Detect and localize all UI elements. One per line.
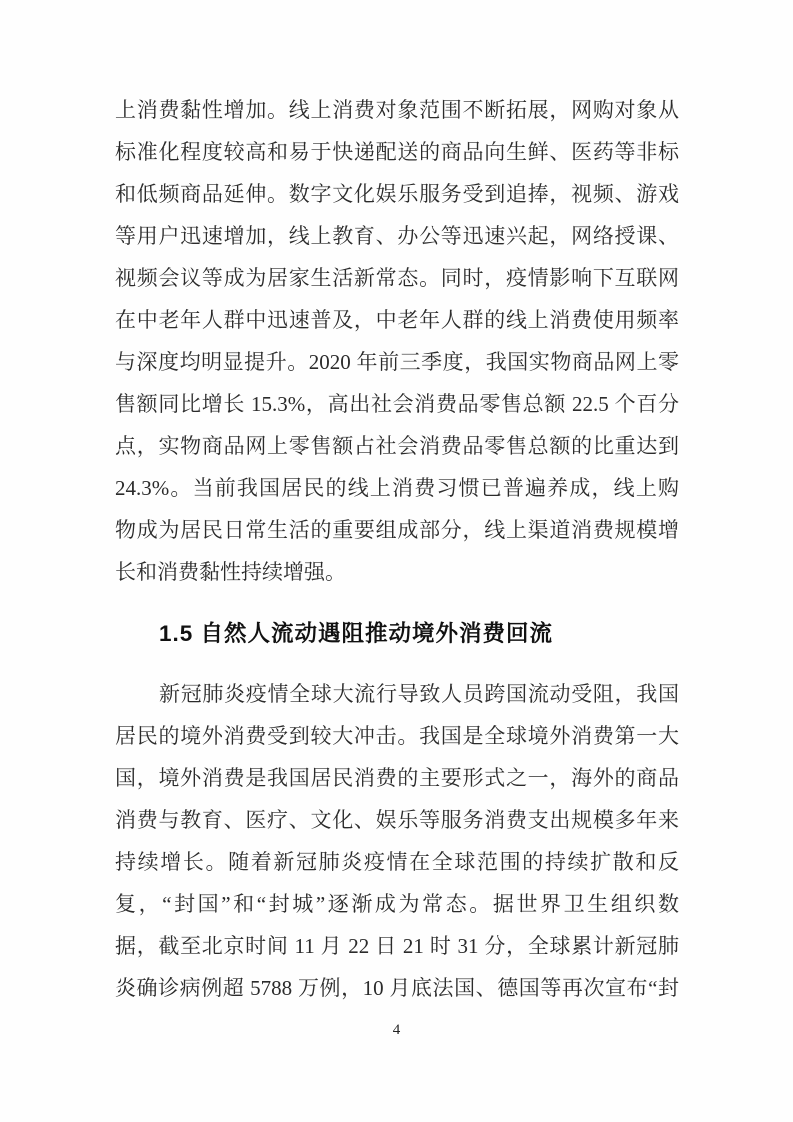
text-line: 等用户迅速增加，线上教育、办公等迅速兴起，网络授课、 bbox=[115, 224, 679, 248]
text-line: 标准化程度较高和易于快递配送的商品向生鲜、医药等非标 bbox=[115, 140, 679, 164]
text-line: 视频会议等成为居家生活新常态。同时，疫情影响下互联网 bbox=[115, 266, 679, 290]
body-paragraph-2 bbox=[115, 673, 679, 1009]
text-line: 和低频商品延伸。数字文化娱乐服务受到追捧，视频、游戏 bbox=[115, 182, 679, 206]
text-line: 新冠肺炎疫情全球大流行导致人员跨国流动受阻，我国 bbox=[159, 682, 679, 706]
text-line: 据，截至北京时间 11 月 22 日 21 时 31 分，全球累计新冠肺 bbox=[115, 934, 679, 958]
text-line: 在中老年人群中迅速普及，中老年人群的线上消费使用频率 bbox=[115, 308, 679, 332]
text-block bbox=[115, 89, 679, 1009]
text-line: 复，“封国”和“封城”逐渐成为常态。据世界卫生组织数 bbox=[115, 892, 679, 916]
text-line: 物成为居民日常生活的重要组成部分，线上渠道消费规模增 bbox=[115, 518, 679, 542]
body-paragraph-1 bbox=[115, 89, 679, 593]
text-line: 长和消费黏性持续增强。 bbox=[115, 560, 346, 584]
text-line: 与深度均明显提升。2020 年前三季度，我国实物商品网上零 bbox=[115, 350, 679, 374]
text-line: 消费与教育、医疗、文化、娱乐等服务消费支出规模多年来 bbox=[115, 808, 679, 832]
text-line: 国，境外消费是我国居民消费的主要形式之一，海外的商品 bbox=[115, 766, 679, 790]
page-number: 4 bbox=[392, 1022, 401, 1038]
text-line: 售额同比增长 15.3%，高出社会消费品零售总额 22.5 个百分 bbox=[115, 392, 679, 416]
text-line: 持续增长。随着新冠肺炎疫情在全球范围的持续扩散和反 bbox=[115, 850, 679, 874]
text-line: 点，实物商品网上零售额占社会消费品零售总额的比重达到 bbox=[115, 434, 679, 458]
text-line: 炎确诊病例超 5788 万例，10 月底法国、德国等再次宣布“封 bbox=[115, 976, 679, 1000]
text-line: 居民的境外消费受到较大冲击。我国是全球境外消费第一大 bbox=[115, 724, 679, 748]
section-heading-1-5: 1.5 自然人流动遇阻推动境外消费回流 bbox=[159, 621, 554, 646]
text-line: 24.3%。当前我国居民的线上消费习惯已普遍养成，线上购 bbox=[115, 476, 679, 500]
text-line: 上消费黏性增加。线上消费对象范围不断拓展，网购对象从 bbox=[115, 98, 679, 122]
